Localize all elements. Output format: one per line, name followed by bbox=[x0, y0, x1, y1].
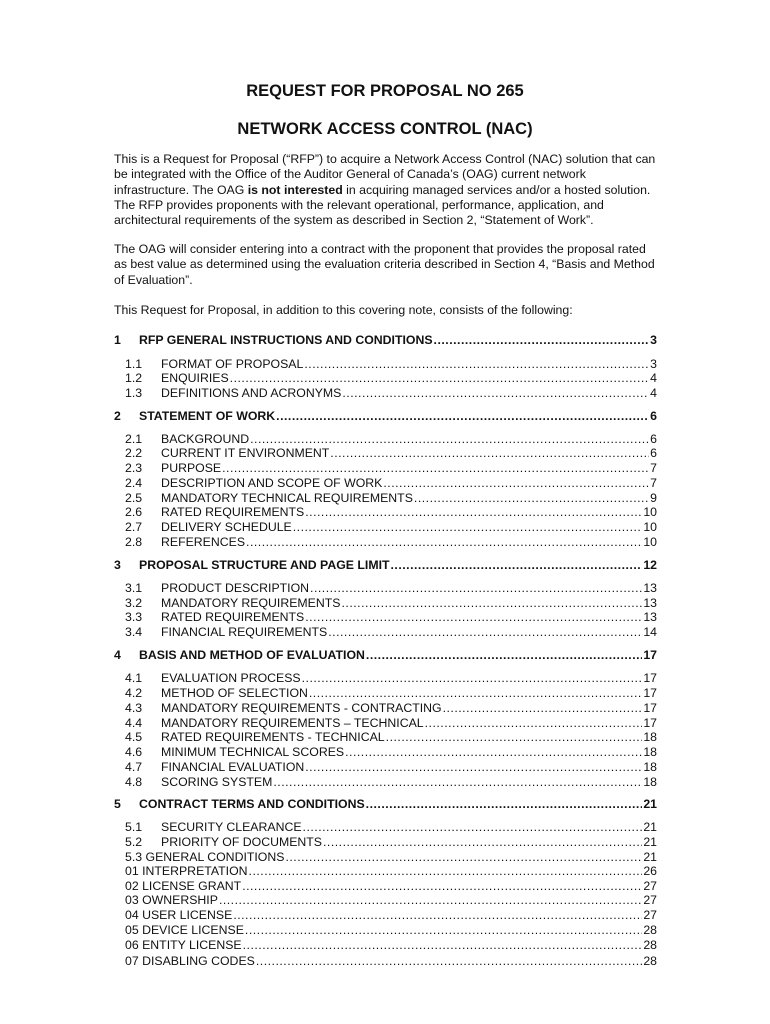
toc-entry-number: 2.6 bbox=[125, 505, 143, 519]
toc-entry[interactable] bbox=[114, 446, 657, 461]
toc-entry-page: 21 bbox=[643, 797, 657, 811]
toc-leader-dots bbox=[305, 760, 642, 774]
toc-entry-label: PURPOSE bbox=[161, 461, 222, 475]
toc-entry-label: MINIMUM TECHNICAL SCORES bbox=[161, 745, 345, 759]
toc-entry-label: CONTRACT TERMS AND CONDITIONS bbox=[139, 797, 365, 811]
toc-entry[interactable] bbox=[114, 850, 657, 865]
toc-entry-page: 28 bbox=[643, 938, 657, 952]
toc-leader-dots bbox=[293, 520, 643, 534]
toc-entry-page: 13 bbox=[643, 610, 657, 624]
toc-entry-label: 5.3 GENERAL CONDITIONS bbox=[125, 850, 285, 864]
toc-entry-label: PROPOSAL STRUCTURE AND PAGE LIMIT bbox=[139, 558, 390, 572]
toc-leader-dots bbox=[434, 333, 650, 347]
toc-entry-number: 3.2 bbox=[125, 596, 143, 610]
toc-entry-page: 17 bbox=[643, 648, 657, 662]
toc-entry[interactable] bbox=[114, 864, 657, 879]
toc-entry-page: 7 bbox=[650, 476, 657, 490]
toc-entry-page: 10 bbox=[643, 505, 657, 519]
toc-leader-dots bbox=[256, 954, 642, 968]
toc-entry-number: 2 bbox=[114, 409, 121, 423]
toc-leader-dots bbox=[383, 476, 649, 490]
toc-entry-page: 18 bbox=[643, 730, 657, 744]
toc-entry[interactable] bbox=[114, 476, 657, 491]
toc-entry-number: 4.3 bbox=[125, 701, 143, 715]
toc-leader-dots bbox=[305, 505, 642, 519]
toc-entry-page: 26 bbox=[643, 864, 657, 878]
toc-entry[interactable] bbox=[114, 730, 657, 745]
toc-entry-page: 12 bbox=[643, 558, 657, 572]
toc-entry-label: FINANCIAL EVALUATION bbox=[161, 760, 305, 774]
toc-leader-dots bbox=[230, 371, 650, 385]
toc-entry-page: 9 bbox=[650, 491, 657, 505]
toc-leader-dots bbox=[386, 730, 643, 744]
toc-entry[interactable] bbox=[114, 938, 657, 953]
toc-entry-number: 4.4 bbox=[125, 716, 143, 730]
toc-entry-number: 2.4 bbox=[125, 476, 143, 490]
toc-entry[interactable] bbox=[114, 461, 657, 476]
toc-entry-number: 1.3 bbox=[125, 386, 143, 400]
toc-entry-label: MANDATORY REQUIREMENTS - CONTRACTING bbox=[161, 701, 442, 715]
toc-entry-label: PRODUCT DESCRIPTION bbox=[161, 581, 310, 595]
toc-entry-page: 18 bbox=[643, 760, 657, 774]
toc-entry-page: 21 bbox=[643, 835, 657, 849]
toc-entry-label: RATED REQUIREMENTS bbox=[161, 505, 305, 519]
toc-entry[interactable] bbox=[114, 596, 657, 611]
toc-entry[interactable] bbox=[114, 581, 657, 596]
toc-entry[interactable] bbox=[114, 923, 657, 938]
toc-entry-label: DELIVERY SCHEDULE bbox=[161, 520, 292, 534]
toc-entry[interactable] bbox=[114, 610, 657, 625]
toc-entry-number: 4 bbox=[114, 648, 121, 662]
toc-leader-dots bbox=[310, 581, 642, 595]
toc-entry[interactable] bbox=[114, 520, 657, 535]
toc-entry-number: 2.1 bbox=[125, 432, 143, 446]
toc-entry-label: CURRENT IT ENVIRONMENT bbox=[161, 446, 330, 460]
toc-entry-number: 4.8 bbox=[125, 775, 143, 789]
evaluation-paragraph: The OAG will consider entering into a contract with the proponent that provides the proposal rated as best value as determined using the evaluation criteria described in Section 4, “Basis and Method of Evaluation”. bbox=[114, 242, 655, 287]
toc-leader-dots bbox=[341, 596, 642, 610]
toc-entry-page: 10 bbox=[643, 520, 657, 534]
toc-entry-number: 1.2 bbox=[125, 371, 143, 385]
toc-entry-number: 1 bbox=[114, 333, 121, 347]
toc-leader-dots bbox=[285, 850, 642, 864]
toc-entry-label: RATED REQUIREMENTS - TECHNICAL bbox=[161, 730, 385, 744]
toc-entry-page: 28 bbox=[643, 923, 657, 937]
toc-entry-label: DEFINITIONS AND ACRONYMS bbox=[161, 386, 342, 400]
toc-entry-number: 2.5 bbox=[125, 491, 143, 505]
toc-leader-dots bbox=[243, 938, 643, 952]
toc-entry[interactable] bbox=[114, 386, 657, 401]
toc-entry-page: 13 bbox=[643, 596, 657, 610]
toc-entry[interactable] bbox=[114, 671, 657, 686]
toc-leader-dots bbox=[273, 775, 642, 789]
toc-entry[interactable] bbox=[114, 648, 657, 663]
toc-entry-page: 3 bbox=[650, 357, 657, 371]
toc-entry-number: 2.3 bbox=[125, 461, 143, 475]
toc-entry-page: 7 bbox=[650, 461, 657, 475]
toc-entry-label: 01 INTERPRETATION bbox=[125, 864, 248, 878]
toc-entry-number: 3.1 bbox=[125, 581, 143, 595]
toc-entry-label: 03 OWNERSHIP bbox=[125, 893, 218, 907]
toc-entry[interactable] bbox=[114, 797, 657, 812]
toc-entry-page: 17 bbox=[643, 671, 657, 685]
toc-entry-label: FINANCIAL REQUIREMENTS bbox=[161, 625, 328, 639]
toc-entry-page: 18 bbox=[643, 745, 657, 759]
toc-leader-dots bbox=[303, 820, 643, 834]
toc-entry-label: RFP GENERAL INSTRUCTIONS AND CONDITIONS bbox=[139, 333, 433, 347]
toc-entry[interactable] bbox=[114, 835, 657, 850]
toc-entry[interactable] bbox=[114, 775, 657, 790]
toc-entry-page: 4 bbox=[650, 386, 657, 400]
toc-leader-dots bbox=[323, 835, 642, 849]
toc-entry[interactable] bbox=[114, 879, 657, 894]
toc-entry-label: RATED REQUIREMENTS bbox=[161, 610, 305, 624]
toc-entry-number: 4.7 bbox=[125, 760, 143, 774]
toc-entry-label: SECURITY CLEARANCE bbox=[161, 820, 302, 834]
toc-entry-number: 3.3 bbox=[125, 610, 143, 624]
toc-entry-label: DESCRIPTION AND SCOPE OF WORK bbox=[161, 476, 383, 490]
toc-entry-label: METHOD OF SELECTION bbox=[161, 686, 308, 700]
toc-entry-page: 17 bbox=[643, 701, 657, 715]
intro-emphasis: is not interested bbox=[247, 182, 343, 197]
toc-entry-label: ENQUIRIES bbox=[161, 371, 229, 385]
intro-text-2: in acquiring managed services and/or a hosted solution. The RFP provides proponents with the relevant operational, performance, application, and architectural requirements of the system as described in Section 2, “Statement of Work”. bbox=[114, 182, 651, 228]
toc-entry[interactable] bbox=[114, 409, 657, 424]
toc-entry-label: REFERENCES bbox=[161, 535, 246, 549]
toc-leader-dots bbox=[276, 409, 649, 423]
toc-entry-page: 6 bbox=[650, 432, 657, 446]
toc-entry-number: 3.4 bbox=[125, 625, 143, 639]
toc-entry-page: 17 bbox=[643, 716, 657, 730]
toc-entry-page: 13 bbox=[643, 581, 657, 595]
toc-entry-label: PRIORITY OF DOCUMENTS bbox=[161, 835, 323, 849]
toc-entry[interactable] bbox=[114, 745, 657, 760]
toc-leader-dots bbox=[302, 671, 643, 685]
toc-leader-dots bbox=[391, 558, 643, 572]
toc-leader-dots bbox=[245, 923, 642, 937]
toc-entry-number: 4.2 bbox=[125, 686, 143, 700]
toc-leader-dots bbox=[443, 701, 643, 715]
toc-leader-dots bbox=[342, 386, 649, 400]
toc-leader-dots bbox=[233, 908, 642, 922]
toc-entry[interactable] bbox=[114, 432, 657, 447]
toc-entry-label: 06 ENTITY LICENSE bbox=[125, 938, 242, 952]
toc-entry-page: 27 bbox=[643, 893, 657, 907]
toc-leader-dots bbox=[345, 745, 642, 759]
toc-leader-dots bbox=[414, 491, 649, 505]
toc-entry[interactable] bbox=[114, 625, 657, 640]
toc-entry-label: 07 DISABLING CODES bbox=[125, 954, 255, 968]
toc-leader-dots bbox=[249, 864, 643, 878]
toc-entry-label: BACKGROUND bbox=[161, 432, 250, 446]
toc-entry-number: 2.8 bbox=[125, 535, 143, 549]
toc-leader-dots bbox=[246, 535, 642, 549]
toc-entry-page: 4 bbox=[650, 371, 657, 385]
toc-entry-page: 14 bbox=[643, 625, 657, 639]
intro-text-1: This is a Request for Proposal (“RFP”) to acquire a Network Access Control (NAC) solution that can be integrated with the Office of the Auditor General of Canada’s (OAG) current network infrastructure. The OAG bbox=[114, 152, 656, 197]
toc-entry[interactable] bbox=[114, 505, 657, 520]
toc-entry-label: MANDATORY REQUIREMENTS – TECHNICAL bbox=[161, 716, 424, 730]
toc-entry[interactable] bbox=[114, 371, 657, 386]
toc-entry-number: 2.7 bbox=[125, 520, 143, 534]
toc-leader-dots bbox=[366, 648, 642, 662]
toc-entry-number: 4.1 bbox=[125, 671, 143, 685]
toc-entry[interactable] bbox=[114, 908, 657, 923]
toc-leader-dots bbox=[222, 461, 649, 475]
toc-leader-dots bbox=[425, 716, 643, 730]
toc-entry-label: STATEMENT OF WORK bbox=[139, 409, 276, 423]
toc-entry-number: 5.1 bbox=[125, 820, 143, 834]
toc-entry[interactable] bbox=[114, 357, 657, 372]
toc-entry-number: 5 bbox=[114, 797, 121, 811]
toc-entry-label: BASIS AND METHOD OF EVALUATION bbox=[139, 648, 365, 662]
toc-leader-dots bbox=[328, 625, 642, 639]
toc-leader-dots bbox=[242, 879, 642, 893]
toc-entry-page: 27 bbox=[643, 908, 657, 922]
intro-paragraph bbox=[114, 152, 659, 228]
toc-entry-label: MANDATORY TECHNICAL REQUIREMENTS bbox=[161, 491, 413, 505]
document-subtitle: NETWORK ACCESS CONTROL (NAC) bbox=[237, 120, 533, 138]
toc-entry-number: 4.5 bbox=[125, 730, 143, 744]
toc-entry-page: 6 bbox=[650, 446, 657, 460]
toc-entry-page: 18 bbox=[643, 775, 657, 789]
toc-entry-page: 21 bbox=[643, 820, 657, 834]
toc-entry-page: 10 bbox=[643, 535, 657, 549]
toc-entry-label: SCORING SYSTEM bbox=[161, 775, 273, 789]
toc-entry[interactable] bbox=[114, 954, 657, 969]
toc-entry-label: 02 LICENSE GRANT bbox=[125, 879, 242, 893]
toc-entry[interactable] bbox=[114, 535, 657, 550]
toc-entry-page: 21 bbox=[643, 850, 657, 864]
toc-entry-page: 17 bbox=[643, 686, 657, 700]
toc-entry-number: 5.2 bbox=[125, 835, 143, 849]
toc-entry-label: 05 DEVICE LICENSE bbox=[125, 923, 244, 937]
document-title: REQUEST FOR PROPOSAL NO 265 bbox=[246, 82, 524, 100]
toc-entry[interactable] bbox=[114, 716, 657, 731]
toc-leader-dots bbox=[219, 893, 642, 907]
toc-entry-page: 27 bbox=[643, 879, 657, 893]
toc-leader-dots bbox=[305, 610, 642, 624]
toc-entry-label: 04 USER LICENSE bbox=[125, 908, 233, 922]
toc-leader-dots bbox=[309, 686, 642, 700]
toc-entry-number: 4.6 bbox=[125, 745, 143, 759]
toc-entry[interactable] bbox=[114, 701, 657, 716]
toc-entry-label: FORMAT OF PROPOSAL bbox=[161, 357, 304, 371]
toc-entry-number: 1.1 bbox=[125, 357, 143, 371]
toc-entry[interactable] bbox=[114, 491, 657, 506]
contents-intro-paragraph: This Request for Proposal, in addition to this covering note, consists of the following: bbox=[114, 303, 573, 317]
toc-entry-number: 3 bbox=[114, 558, 121, 572]
toc-entry-label: MANDATORY REQUIREMENTS bbox=[161, 596, 341, 610]
toc-entry-page: 3 bbox=[650, 333, 657, 347]
toc-entry-number: 2.2 bbox=[125, 446, 143, 460]
toc-entry-page: 28 bbox=[643, 954, 657, 968]
toc-entry-label: EVALUATION PROCESS bbox=[161, 671, 301, 685]
toc-entry[interactable] bbox=[114, 333, 657, 348]
toc-leader-dots bbox=[304, 357, 649, 371]
toc-entry[interactable] bbox=[114, 893, 657, 908]
toc-entry[interactable] bbox=[114, 760, 657, 775]
toc-leader-dots bbox=[250, 432, 649, 446]
toc-entry[interactable] bbox=[114, 820, 657, 835]
toc-leader-dots bbox=[330, 446, 649, 460]
toc-entry-page: 6 bbox=[650, 409, 657, 423]
toc-leader-dots bbox=[366, 797, 643, 811]
toc-entry[interactable] bbox=[114, 686, 657, 701]
toc-entry[interactable] bbox=[114, 558, 657, 573]
